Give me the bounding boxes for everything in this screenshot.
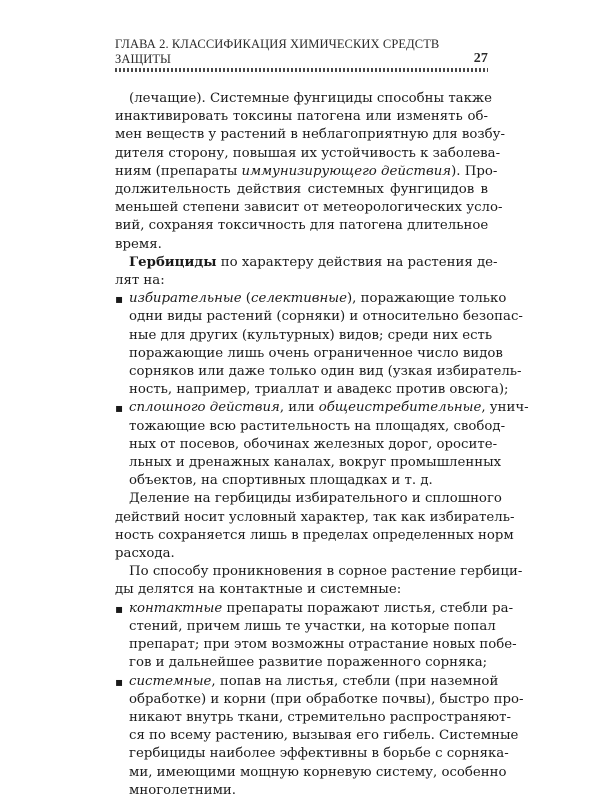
bold-term: Гербициды xyxy=(129,254,217,270)
italic-term: общеистребительные xyxy=(318,400,482,416)
text-line: лят на: xyxy=(115,273,165,289)
header-rule xyxy=(115,68,488,72)
text-line: действий носит условный характер, так как избиратель- xyxy=(115,509,515,525)
text-line: вий, сохраняя токсичность для патогена длительное xyxy=(115,218,489,234)
text-run: , попав на листья, стебли (при наземной xyxy=(211,673,499,689)
bullet-line xyxy=(115,399,529,417)
text-line: обработке) и корни (при обработке почвы), быстро про- xyxy=(129,691,524,707)
text-line: никают внутрь ткани, стремительно распространяют- xyxy=(129,709,511,725)
text-line: сорняков или даже только один вид (узкая избиратель- xyxy=(129,364,522,380)
text-line: ность, например, триаллат и авадекс против овсюга); xyxy=(129,382,509,398)
running-header xyxy=(115,37,488,67)
text-line: стений, причем лишь те участки, на которые попал xyxy=(129,618,496,634)
text-line: ных от посевов, обочинах железных дорог, оросите- xyxy=(129,436,498,452)
text-line: тожающие всю растительность на площадях, свобод- xyxy=(129,418,506,434)
text-run: ниям (препараты xyxy=(115,163,242,179)
bullet-selective xyxy=(115,290,523,399)
text-line: дителя сторону, повышая их устойчивость к заболева- xyxy=(115,145,501,161)
text-line: гербициды наиболее эффективны в борьбе с сорняка- xyxy=(129,746,509,762)
body-text xyxy=(115,90,529,800)
chapter-title: ГЛАВА 2. КЛАССИФИКАЦИЯ ХИМИЧЕСКИХ СРЕДСТВ ЗАЩИТЫ xyxy=(115,37,440,66)
italic-term: контактные xyxy=(129,600,223,616)
text-line: инактивировать токсины патогена или изменять об- xyxy=(115,109,488,125)
text-run: ). Про- xyxy=(451,163,498,179)
text-line: ды делятся на контактные и системные: xyxy=(115,582,402,598)
paragraph-systemic-fungicides xyxy=(115,90,505,254)
text-run: ), поражающие только xyxy=(346,291,507,307)
bullet-line xyxy=(115,290,507,308)
text-line: Деление на гербициды избирательного и сплошного xyxy=(129,491,502,507)
page-number: 27 xyxy=(473,51,488,66)
italic-term: избирательные xyxy=(129,291,242,307)
text-line xyxy=(115,254,498,272)
text-line: поражающие лишь очень ограниченное число видов xyxy=(129,345,503,361)
text-line: препарат; при этом возможны отрастание новых побе- xyxy=(129,637,517,653)
paragraph-herbicides-intro xyxy=(115,254,498,290)
text-line: гов и дальнейшее развитие пораженного сорняка; xyxy=(129,655,488,671)
text-line: ми, имеющими мощную корневую систему, особенно xyxy=(129,764,507,780)
paragraph-penetration-method xyxy=(115,563,523,599)
text-run: по характеру действия на растения де- xyxy=(216,254,498,270)
text-line: ность сохраняется лишь в пределах определенных норм xyxy=(115,527,514,543)
italic-term: системные xyxy=(129,673,212,689)
italic-term: иммунизирующего действия xyxy=(241,163,452,179)
bullet-contact xyxy=(115,600,517,673)
text-run: препараты поражают листья, стебли ра- xyxy=(222,600,514,616)
text-line: мен веществ у растений в неблагоприятную для возбу- xyxy=(115,127,505,143)
bullet-line xyxy=(115,673,499,691)
text-line: По способу проникновения в сорное растение гербици- xyxy=(129,564,523,580)
text-run: , или xyxy=(279,400,319,416)
text-line: ся по всему растению, вызывая его гибель. Системные xyxy=(129,728,519,744)
paragraph-division-conditional xyxy=(115,490,515,563)
text-line: льных и дренажных каналах, вокруг промышленных xyxy=(129,455,502,471)
text-line: время. xyxy=(115,236,162,252)
text-line: многолетними. xyxy=(129,782,237,798)
text-line: одни виды растений (сорняки) и относительно безопас- xyxy=(129,309,523,325)
text-line: объектов, на спортивных площадках и т. д. xyxy=(129,473,433,489)
text-line xyxy=(115,163,498,181)
text-line: должительность действия системных фунгицидов в xyxy=(115,182,488,198)
bullet-line xyxy=(115,600,514,618)
italic-term: сплошного действия xyxy=(129,400,280,416)
text-line: расхода. xyxy=(115,546,175,562)
text-run: ( xyxy=(241,291,251,307)
text-run: , унич- xyxy=(481,400,529,416)
text-line: меньшей степени зависит от метеорологических усло- xyxy=(115,200,503,216)
text-line: (лечащие). Системные фунгициды способны также xyxy=(129,91,493,106)
bullet-systemic xyxy=(115,673,524,800)
text-line: ные для других (культурных) видов; среди них есть xyxy=(129,327,493,343)
italic-term: селективные xyxy=(251,291,347,307)
bullet-total-action xyxy=(115,399,529,490)
